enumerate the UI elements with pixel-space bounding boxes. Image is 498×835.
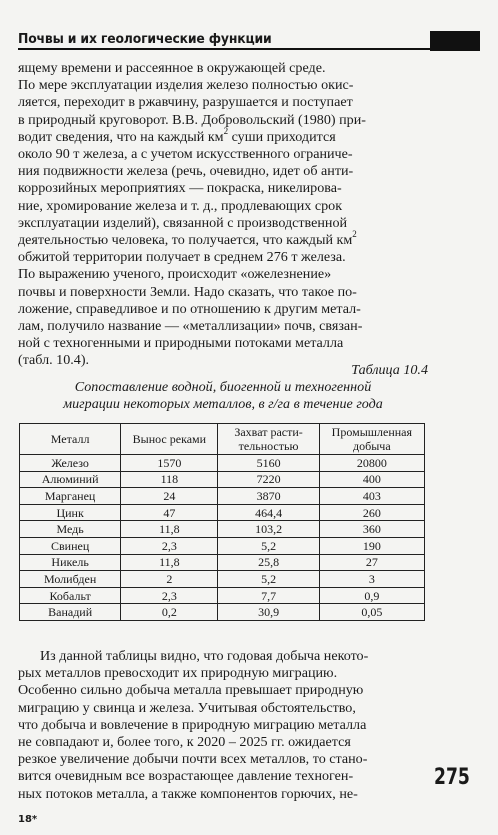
- cell-value: 1570: [121, 455, 218, 472]
- text-line: ния подвижности железа (речь, очевидно, идет об анти-: [18, 163, 354, 180]
- text-line: миграцию у свинца и железа. Учитывая обстоятельство,: [18, 699, 356, 716]
- cell-value: 2: [121, 571, 218, 588]
- text-line: в природный круговорот. В.В. Добровольский (1980) при-: [18, 111, 366, 128]
- text-line: рых металлов превосходит их природную миграцию.: [18, 665, 338, 682]
- cell-value: 2,3: [121, 537, 218, 554]
- table-number: Таблица 10.4: [351, 362, 428, 378]
- table-title-line: миграции некоторых металлов, в г/га в течение года: [63, 396, 383, 412]
- cell-value: 3: [319, 571, 424, 588]
- text-line: По выражению ученого, происходит «ожелезнение»: [18, 266, 332, 283]
- cell-value: 0,05: [319, 604, 424, 621]
- table-caption: [18, 362, 428, 413]
- cell-value: 7,7: [218, 587, 319, 604]
- header-black-tab: [430, 31, 480, 51]
- cell-value: 11,8: [121, 521, 218, 538]
- cell-value: 7220: [218, 471, 319, 488]
- cell-value: 403: [319, 488, 424, 505]
- column-header-metal: Металл: [20, 424, 121, 455]
- cell-metal: Свинец: [20, 537, 121, 554]
- table-header-row: [20, 424, 425, 455]
- paragraph-2: [18, 648, 428, 803]
- cell-value: 5160: [218, 455, 319, 472]
- text-line: не совпадают и, более того, к 2020 – 2025 гг. ожидается: [18, 734, 351, 751]
- cell-value: 360: [319, 521, 424, 538]
- table-row: [20, 471, 425, 488]
- text-line: ных потоков металла, а также компонентов горючих, не-: [18, 785, 358, 802]
- table-row: [20, 521, 425, 538]
- text-line: вится очевидным все возрастающее давление техноген-: [18, 768, 354, 785]
- text-line: Особенно сильно добыча металла превышает природную: [18, 682, 364, 699]
- cell-metal: Молибден: [20, 571, 121, 588]
- cell-metal: Цинк: [20, 504, 121, 521]
- running-header: [18, 30, 480, 52]
- superscript: 2: [223, 126, 229, 137]
- cell-metal: Медь: [20, 521, 121, 538]
- cell-metal: Кобальт: [20, 587, 121, 604]
- cell-value: 20800: [319, 455, 424, 472]
- column-header-plant-uptake: Захват расти-тельностью: [218, 424, 319, 455]
- text-line: эксплуатации изделий), связанной с производственной: [18, 214, 348, 231]
- cell-value: 0,9: [319, 587, 424, 604]
- text-line: ложение, справедливое и по отношению к другим метал-: [18, 300, 361, 317]
- table-row: [20, 537, 425, 554]
- table-row: [20, 604, 425, 621]
- text-line: ние, хромирование железа и т. д., продлевающих срок: [18, 197, 343, 214]
- page-number: 275: [434, 765, 470, 790]
- text-line: ляется, переходит в ржавчину, разрушается и поступает: [18, 94, 353, 111]
- text-line: коррозийных мероприятиях — покраска, никелирова-: [18, 180, 342, 197]
- cell-metal: Никель: [20, 554, 121, 571]
- cell-value: 2,3: [121, 587, 218, 604]
- cell-value: 11,8: [121, 554, 218, 571]
- text-line: По мере эксплуатации изделия железо полностью окис-: [18, 77, 354, 94]
- cell-metal: Железо: [20, 455, 121, 472]
- cell-value: 118: [121, 471, 218, 488]
- running-header-title: Почвы и их геологические функции: [18, 31, 272, 47]
- text-line: лам, получило название — «металлизации» почв, связан-: [18, 318, 363, 335]
- text-line: ящему времени и рассеянное в окружающей среде.: [18, 60, 326, 76]
- text-line: почвы и поверхности Земли. Надо сказать, что такое по-: [18, 283, 357, 300]
- text-line: что добыча и вовлечение в природную миграцию металла: [18, 716, 367, 733]
- cell-metal: Марганец: [20, 488, 121, 505]
- cell-value: 27: [319, 554, 424, 571]
- cell-value: 260: [319, 504, 424, 521]
- paragraph-1: [18, 60, 428, 370]
- cell-value: 30,9: [218, 604, 319, 621]
- text-line: около 90 т железа, а с учетом искусственного ограниче-: [18, 146, 353, 163]
- cell-value: 190: [319, 537, 424, 554]
- text-line: (табл. 10.4).: [18, 352, 90, 369]
- text-line: деятельностью человека, то получается, что каждый $км^2$: [18, 229, 357, 249]
- cell-value: 47: [121, 504, 218, 521]
- table-row: [20, 488, 425, 505]
- text-line: водит сведения, что на каждый $км^2$ суши приходится: [18, 126, 336, 145]
- table-row: [20, 587, 425, 604]
- text-line: обжитой территории получает в среднем 276 т железа.: [18, 249, 346, 266]
- column-header-river-runoff: Вынос реками: [121, 424, 218, 455]
- text-line: ной с техногенными и природными потоками металла: [18, 335, 344, 352]
- cell-value: 5,2: [218, 537, 319, 554]
- cell-value: 3870: [218, 488, 319, 505]
- cell-value: 24: [121, 488, 218, 505]
- metal-migration-table: [19, 423, 425, 621]
- cell-metal: Ванадий: [20, 604, 121, 621]
- header-rule: [18, 48, 430, 50]
- superscript: 2: [352, 229, 357, 240]
- column-header-industrial-mining: Промышленная добыча: [319, 424, 424, 455]
- signature-mark: 18*: [18, 814, 38, 825]
- text-line: резкое увеличение добычи почти всех металлов, то стано-: [18, 751, 368, 768]
- table-title-line: Сопоставление водной, биогенной и техногенной: [74, 379, 372, 395]
- cell-value: 5,2: [218, 571, 319, 588]
- cell-value: 25,8: [218, 554, 319, 571]
- text-line: Из данной таблицы видно, что годовая добыча некото-: [40, 648, 369, 664]
- table-row: [20, 504, 425, 521]
- table-row: [20, 571, 425, 588]
- cell-value: 400: [319, 471, 424, 488]
- cell-value: 103,2: [218, 521, 319, 538]
- table-row: [20, 455, 425, 472]
- cell-metal: Алюминий: [20, 471, 121, 488]
- cell-value: 464,4: [218, 504, 319, 521]
- cell-value: 0,2: [121, 604, 218, 621]
- table-row: [20, 554, 425, 571]
